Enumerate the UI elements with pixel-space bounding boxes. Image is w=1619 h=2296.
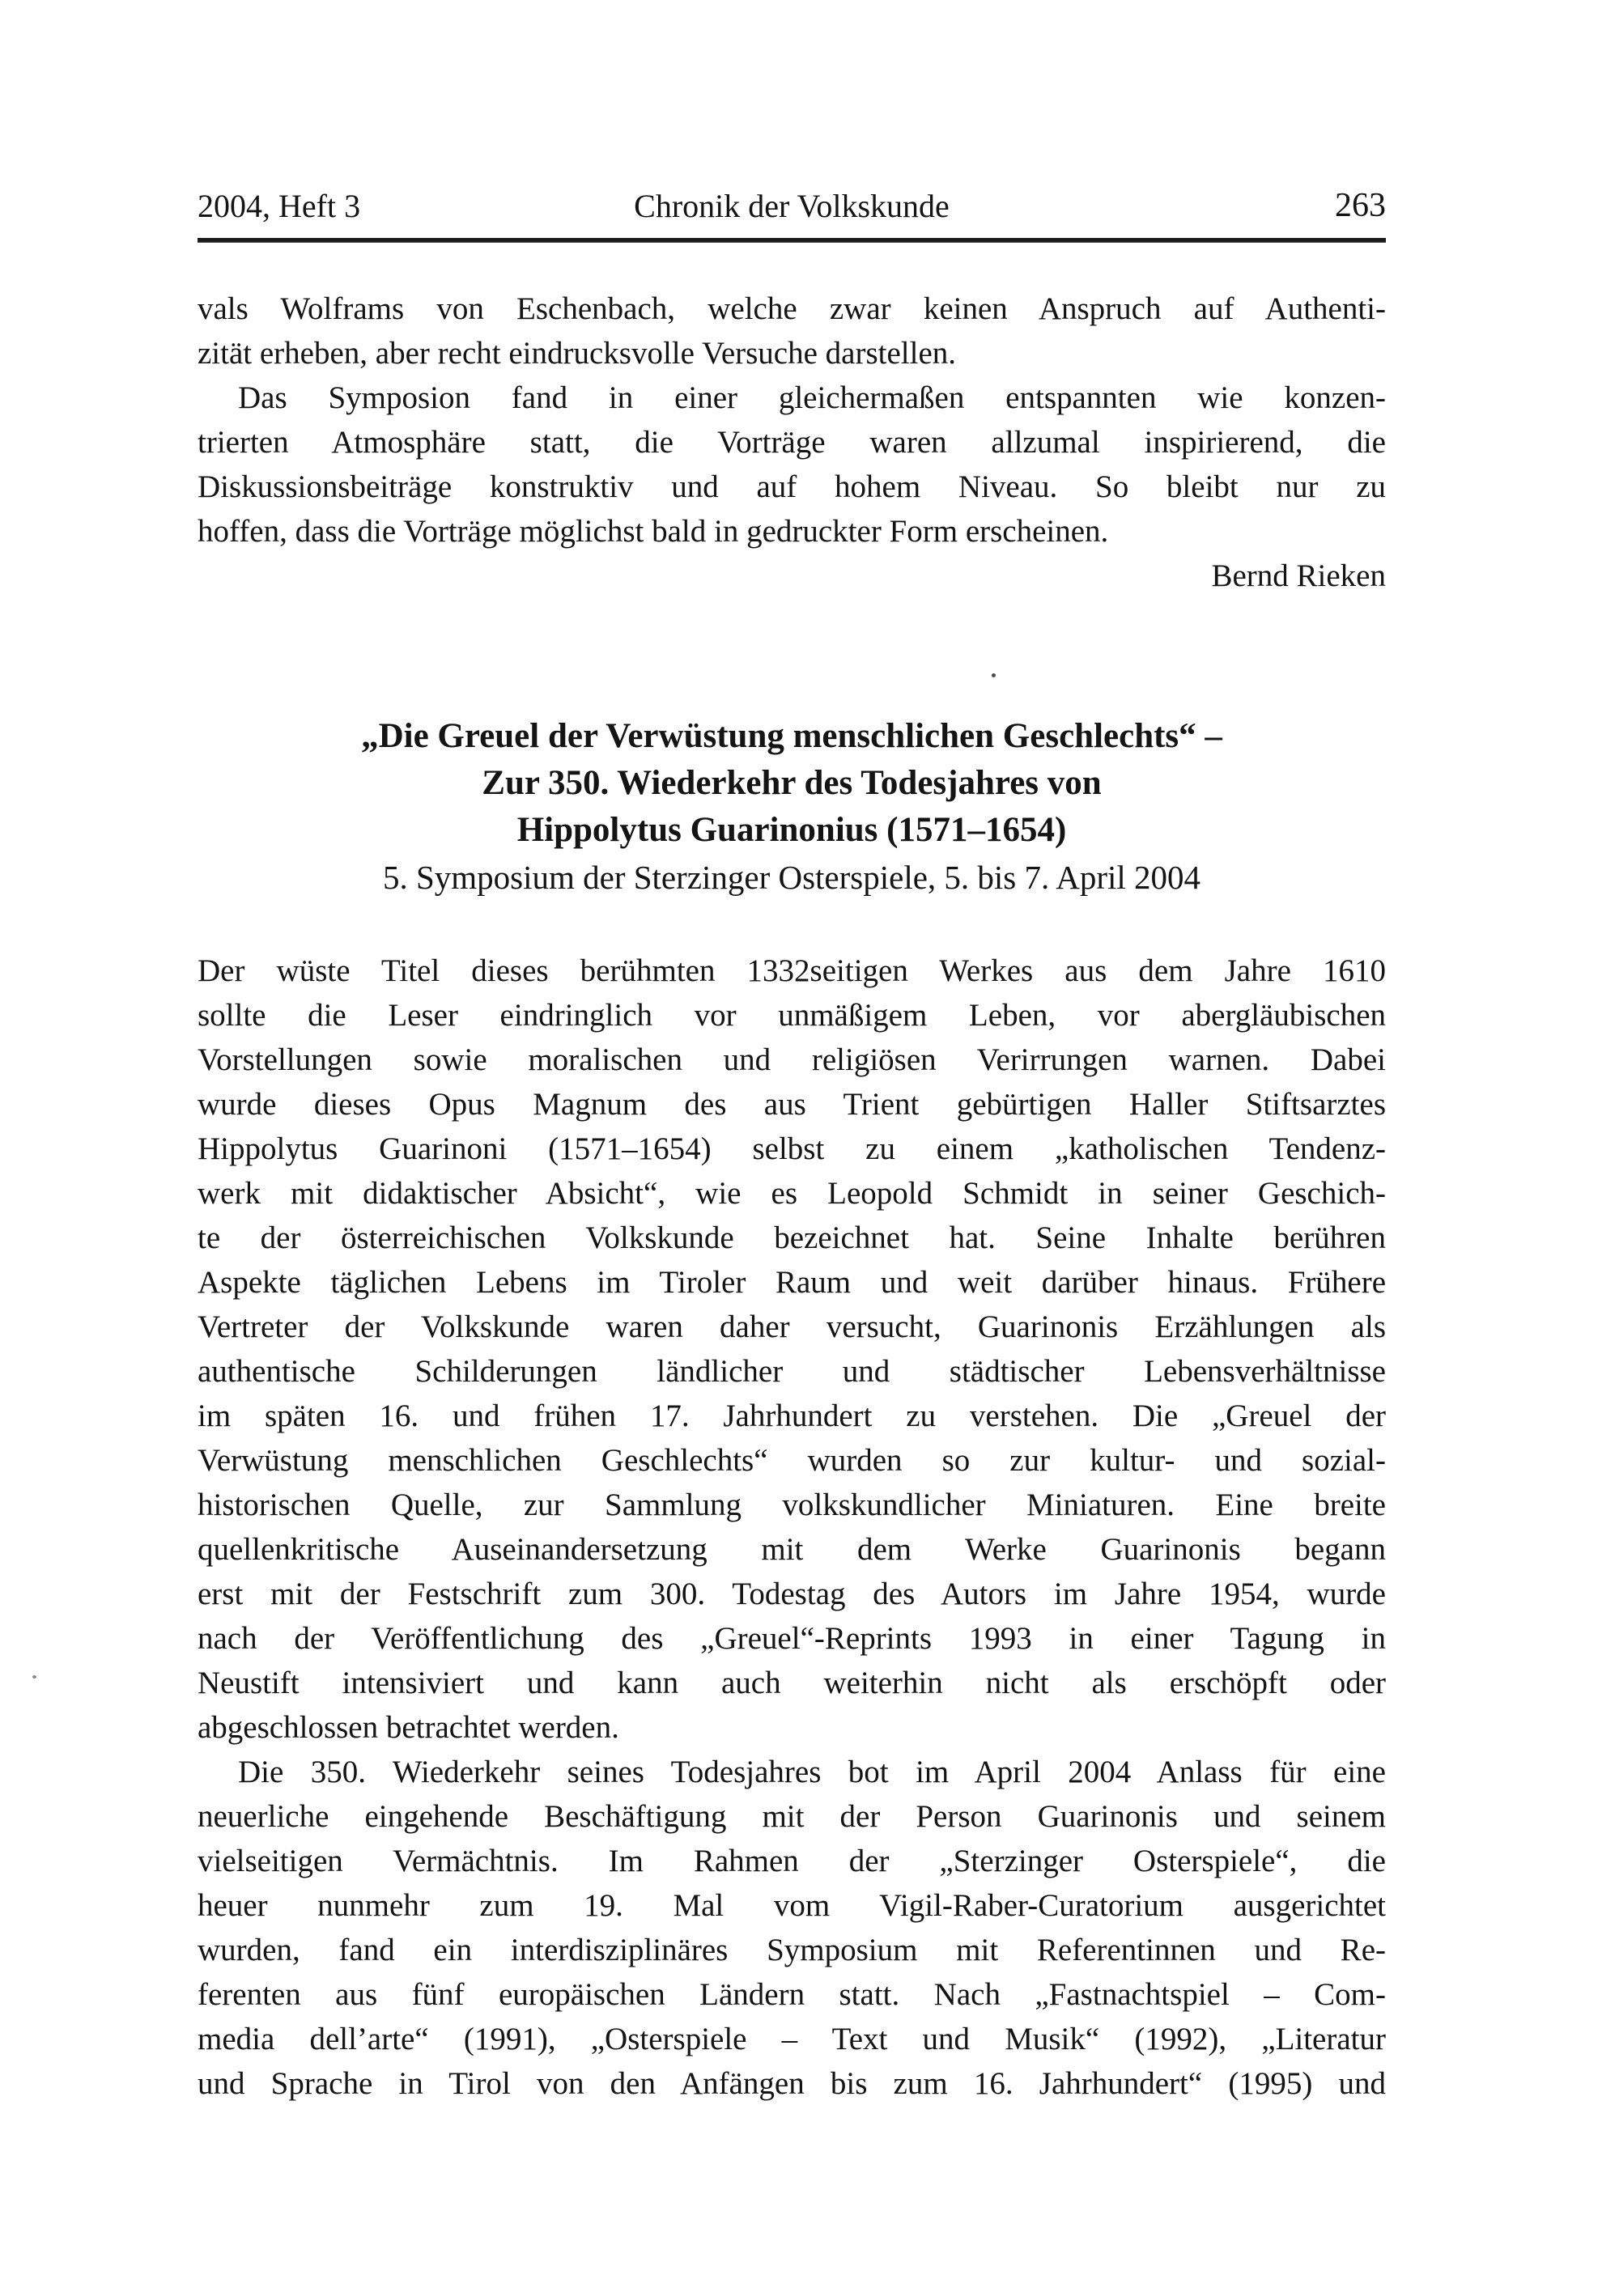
article-heading (198, 713, 1386, 901)
text-line: wurde dieses Opus Magnum des aus Trient gebürtigen Haller Stiftsarztes (198, 1087, 1386, 1122)
header-journal-title: Chronik der Volkskunde (634, 188, 950, 224)
text-line: vielseitigen Vermächtnis. Im Rahmen der „Sterzinger Osterspiele“, die (198, 1844, 1386, 1878)
paragraph-continued (198, 286, 1386, 376)
text-line: „Die Greuel der Verwüstung menschlichen Geschlechts“ – (361, 717, 1222, 755)
text-line: ferenten aus fünf europäischen Ländern statt. Nach „Fastnachtspiel – Com- (198, 1977, 1386, 2012)
text-line: hoffen, dass die Vorträge möglichst bald in gedruckter Form erscheinen. (198, 514, 1109, 549)
text-line: Der wüste Titel dieses berühmten 1332seitigen Werkes aus dem Jahre 1610 (198, 953, 1386, 988)
text-line: Verwüstung menschlichen Geschlechts“ wurden so zur kultur- und sozial- (198, 1443, 1386, 1478)
article-paragraph-2 (198, 1750, 1386, 2106)
running-header (198, 184, 1386, 228)
text-line: historischen Quelle, zur Sammlung volkskundlicher Miniaturen. Eine breite (198, 1488, 1386, 1522)
text-line: wurden, fand ein interdisziplinäres Symposium mit Referentinnen und Re- (198, 1933, 1386, 1967)
text-line: zität erheben, aber recht eindrucksvolle Versuche darstellen. (198, 336, 957, 371)
text-line: vals Wolframs von Eschenbach, welche zwar keinen Anspruch auf Authenti- (198, 291, 1386, 326)
article-subtitle: 5. Symposium der Sterzinger Osterspiele, 5. bis 7. April 2004 (382, 859, 1201, 896)
text-line: Zur 350. Wiederkehr des Todesjahres von (482, 764, 1102, 802)
text-line: im späten 16. und frühen 17. Jahrhundert zu verstehen. Die „Greuel der (198, 1398, 1386, 1433)
text-line: Die 350. Wiederkehr seines Todesjahres bot im April 2004 Anlass für eine (238, 1755, 1386, 1789)
text-line: neuerliche eingehende Beschäftigung mit der Person Guarinonis und seinem (198, 1799, 1386, 1834)
text-line: te der österreichischen Volkskunde bezeichnet hat. Seine Inhalte berühren (198, 1220, 1386, 1255)
text-line: Aspekte täglichen Lebens im Tiroler Raum und weit darüber hinaus. Frühere (198, 1265, 1386, 1300)
article-paragraph-1 (198, 949, 1386, 1750)
author-signature: Bernd Rieken (1211, 558, 1386, 593)
text-line: sollte die Leser eindringlich vor unmäßigem Leben, vor abergläubischen (198, 998, 1386, 1033)
article-title (198, 713, 1386, 854)
header-issue: 2004, Heft 3 (198, 188, 361, 224)
text-line: Vertreter der Volkskunde waren daher versucht, Guarinonis Erzählungen als (198, 1309, 1386, 1344)
scan-artifact-dot (992, 673, 996, 677)
text-line: heuer nunmehr zum 19. Mal vom Vigil-Raber-Curatorium ausgerichtet (198, 1888, 1386, 1923)
text-line: Hippolytus Guarinoni (1571–1654) selbst zu einem „katholischen Tendenz- (198, 1131, 1386, 1166)
text-line: authentische Schilderungen ländlicher und städtischer Lebensverhältnisse (198, 1354, 1386, 1389)
text-line: media dell’arte“ (1991), „Osterspiele – Text und Musik“ (1992), „Literatur (198, 2022, 1386, 2056)
text-line: werk mit didaktischer Absicht“, wie es Leopold Schmidt in seiner Geschich- (198, 1176, 1386, 1211)
text-line: nach der Veröffentlichung des „Greuel“-Reprints 1993 in einer Tagung in (198, 1621, 1386, 1656)
text-line: und Sprache in Tirol von den Anfängen bis zum 16. Jahrhundert“ (1995) und (198, 2066, 1386, 2101)
text-line: Hippolytus Guarinonius (1571–1654) (516, 811, 1067, 849)
text-line: Neustift intensiviert und kann auch weiterhin nicht als erschöpft oder (198, 1666, 1386, 1700)
scan-artifact-dot (32, 1675, 36, 1678)
text-line: trierten Atmosphäre statt, die Vorträge waren allzumal inspirierend, die (198, 425, 1386, 460)
text-line: quellenkritische Auseinandersetzung mit dem Werke Guarinonis begann (198, 1532, 1386, 1567)
header-rule (198, 238, 1386, 243)
text-line: erst mit der Festschrift zum 300. Todestag des Autors im Jahre 1954, wurde (198, 1577, 1386, 1611)
closing-article (198, 286, 1386, 598)
text-line: Vorstellungen sowie moralischen und religiösen Verirrungen warnen. Dabei (198, 1042, 1386, 1077)
paragraph-symposion (198, 376, 1386, 554)
text-line: Das Symposion fand in einer gleichermaßen entspannten wie konzen- (238, 380, 1386, 415)
text-line: abgeschlossen betrachtet werden. (198, 1710, 619, 1745)
text-line: Diskussionsbeiträge konstruktiv und auf hohem Niveau. So bleibt nur zu (198, 469, 1386, 504)
header-page-number: 263 (1335, 187, 1386, 224)
